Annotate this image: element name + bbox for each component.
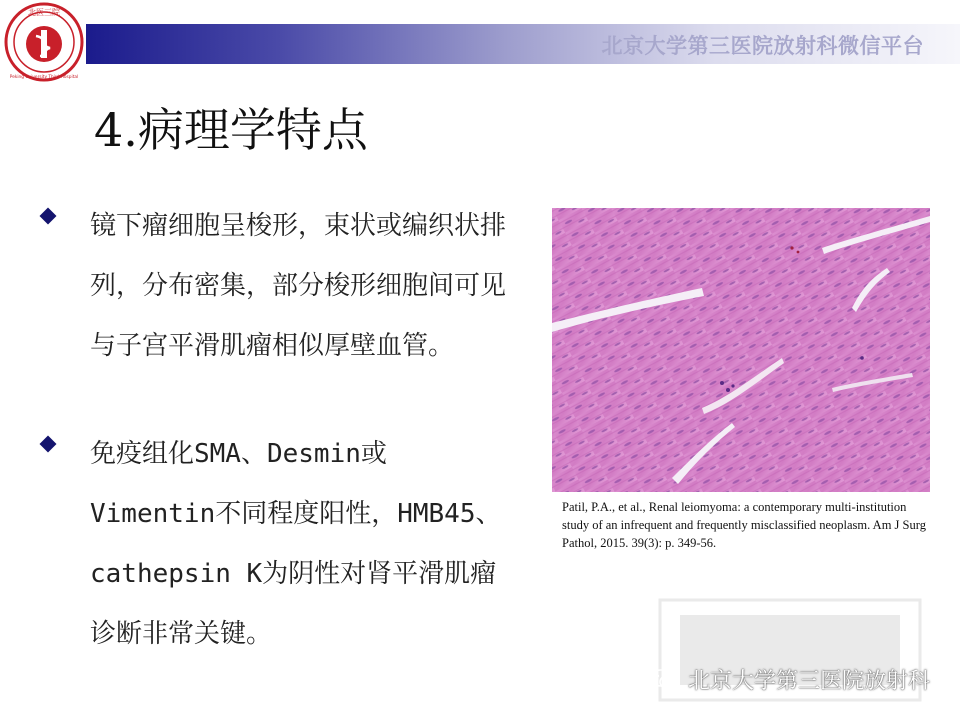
logo-ring-text: Peking University Third Hospital: [9, 75, 79, 80]
bullet-item-2: [42, 424, 512, 664]
logo-top-text: 北医三院: [28, 8, 60, 17]
slide-heading: 4.病理学特点: [94, 103, 368, 157]
diamond-bullet-icon: [40, 208, 57, 225]
watermark-text: 北京大学第三医院放射科: [687, 669, 930, 694]
histology-image: [552, 208, 930, 492]
bullet-text-2: 免疫组化SMA、Desmin或Vimentin不同程度阳性，HMB45、cathepsin K为阴性对肾平滑肌瘤诊断非常关键。: [90, 439, 502, 649]
hospital-logo-icon: [2, 0, 86, 84]
wechat-icon: [650, 668, 680, 692]
watermark: [650, 664, 930, 695]
diamond-bullet-icon: [40, 436, 57, 453]
citation-text: Patil, P.A., et al., Renal leiomyoma: a contemporary multi-institution study of an infrequent and frequently misclassified neoplasm. Am J Surg Pathol, 2015. 39(3): p. 349-56.: [562, 500, 926, 550]
bullet-item-1: [42, 196, 512, 376]
header-title: 北京大学第三医院放射科微信平台: [601, 34, 924, 58]
bullet-text-1: 镜下瘤细胞呈梭形，束状或编织状排列，分布密集，部分梭形细胞间可见与子宫平滑肌瘤相似厚壁血管。: [90, 211, 507, 361]
